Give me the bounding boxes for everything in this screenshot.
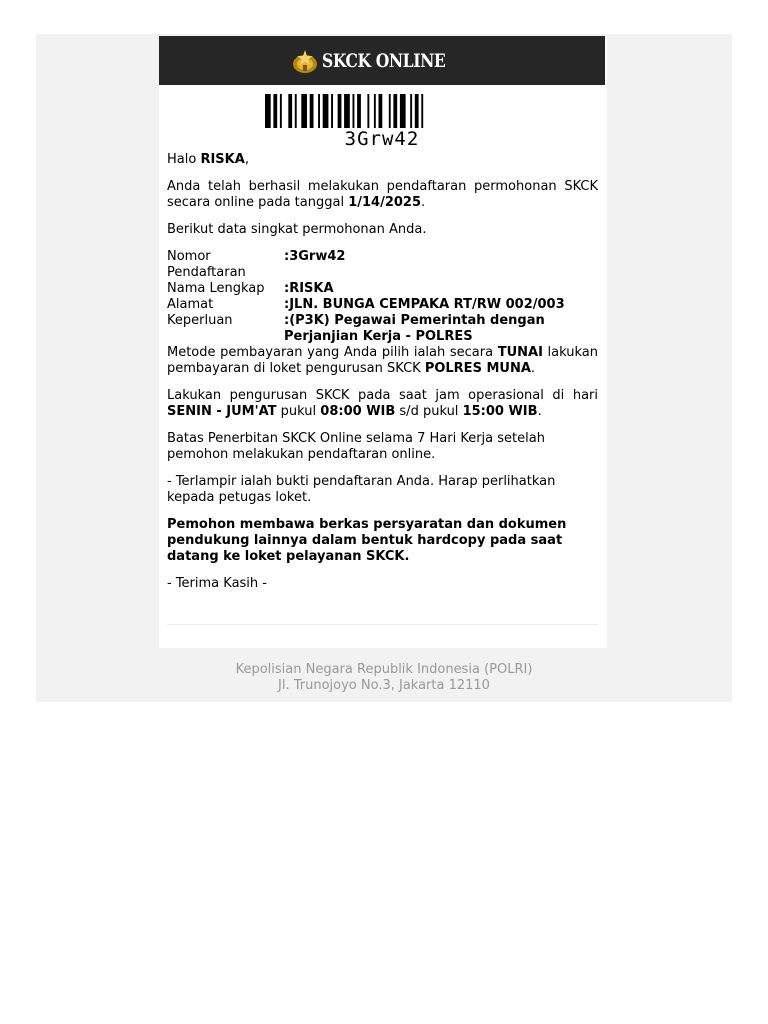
registration-code: 3Grw42 xyxy=(344,128,420,150)
barcode-icon xyxy=(265,94,501,128)
alamat-label: Alamat xyxy=(167,297,214,312)
summary-intro: Berikut data singkat permohonan Anda. xyxy=(167,222,427,237)
operating-days: SENIN - JUM'AT xyxy=(167,404,277,419)
deadline-paragraph: Batas Penerbitan SKCK Online selama 7 Hari Kerja setelah pemohon melakukan pendaftaran online. xyxy=(167,431,545,462)
hours-paragraph: Lakukan pengurusan SKCK pada saat jam operasional di hari SENIN - JUM'AT pukul 08:00 WIB s/d pukul 15:00 WIB. xyxy=(167,388,598,419)
intro-paragraph: Anda telah berhasil melakukan pendaftaran permohonan SKCK secara online pada tanggal 1/14/2025. xyxy=(167,179,598,210)
keperluan-value: :(P3K) Pegawai Pemerintah dengan Perjanjian Kerja - POLRES xyxy=(284,313,545,344)
polri-emblem-icon xyxy=(291,47,319,75)
greeting: Halo RISKA, xyxy=(167,152,249,167)
end-time: 15:00 WIB xyxy=(462,404,538,419)
email-body xyxy=(167,152,598,592)
payment-paragraph: Metode pembayaran yang Anda pilih ialah secara TUNAI lakukan pembayaran di loket pengurusan SKCK POLRES MUNA. xyxy=(167,345,598,376)
attachment-note: - Terlampir ialah bukti pendaftaran Anda. Harap perlihatkan kepada petugas loket. xyxy=(167,474,556,505)
closing-text: - Terima Kasih - xyxy=(167,576,267,591)
header-banner xyxy=(159,36,605,85)
registration-date: 1/14/2025 xyxy=(348,195,422,210)
email-background xyxy=(36,34,732,702)
registration-details xyxy=(167,249,598,345)
requirement-note: Pemohon membawa berkas persyaratan dan dokumen pendukung lainnya dalam bentuk hardcopy pada saat datang ke loket pelayanan SKCK. xyxy=(167,517,567,564)
payment-method: TUNAI xyxy=(497,345,543,360)
footer xyxy=(36,662,732,694)
divider xyxy=(167,624,598,625)
applicant-name: RISKA xyxy=(200,152,245,167)
footer-org: Kepolisian Negara Republik Indonesia (POLRI) xyxy=(235,662,533,677)
start-time: 08:00 WIB xyxy=(320,404,396,419)
footer-address: Jl. Trunojoyo No.3, Jakarta 12110 xyxy=(278,678,490,693)
payment-location: POLRES MUNA xyxy=(424,361,531,376)
alamat-value: :JLN. BUNGA CEMPAKA RT/RW 002/003 xyxy=(284,297,565,312)
nama-value: :RISKA xyxy=(284,281,334,296)
email-card xyxy=(159,36,607,648)
nama-label: Nama Lengkap xyxy=(167,281,265,296)
nomor-value: :3Grw42 xyxy=(284,249,346,264)
nomor-label: Nomor Pendaftaran xyxy=(167,249,246,280)
brand-title: SKCK ONLINE xyxy=(321,49,445,72)
keperluan-label: Keperluan xyxy=(167,313,233,328)
